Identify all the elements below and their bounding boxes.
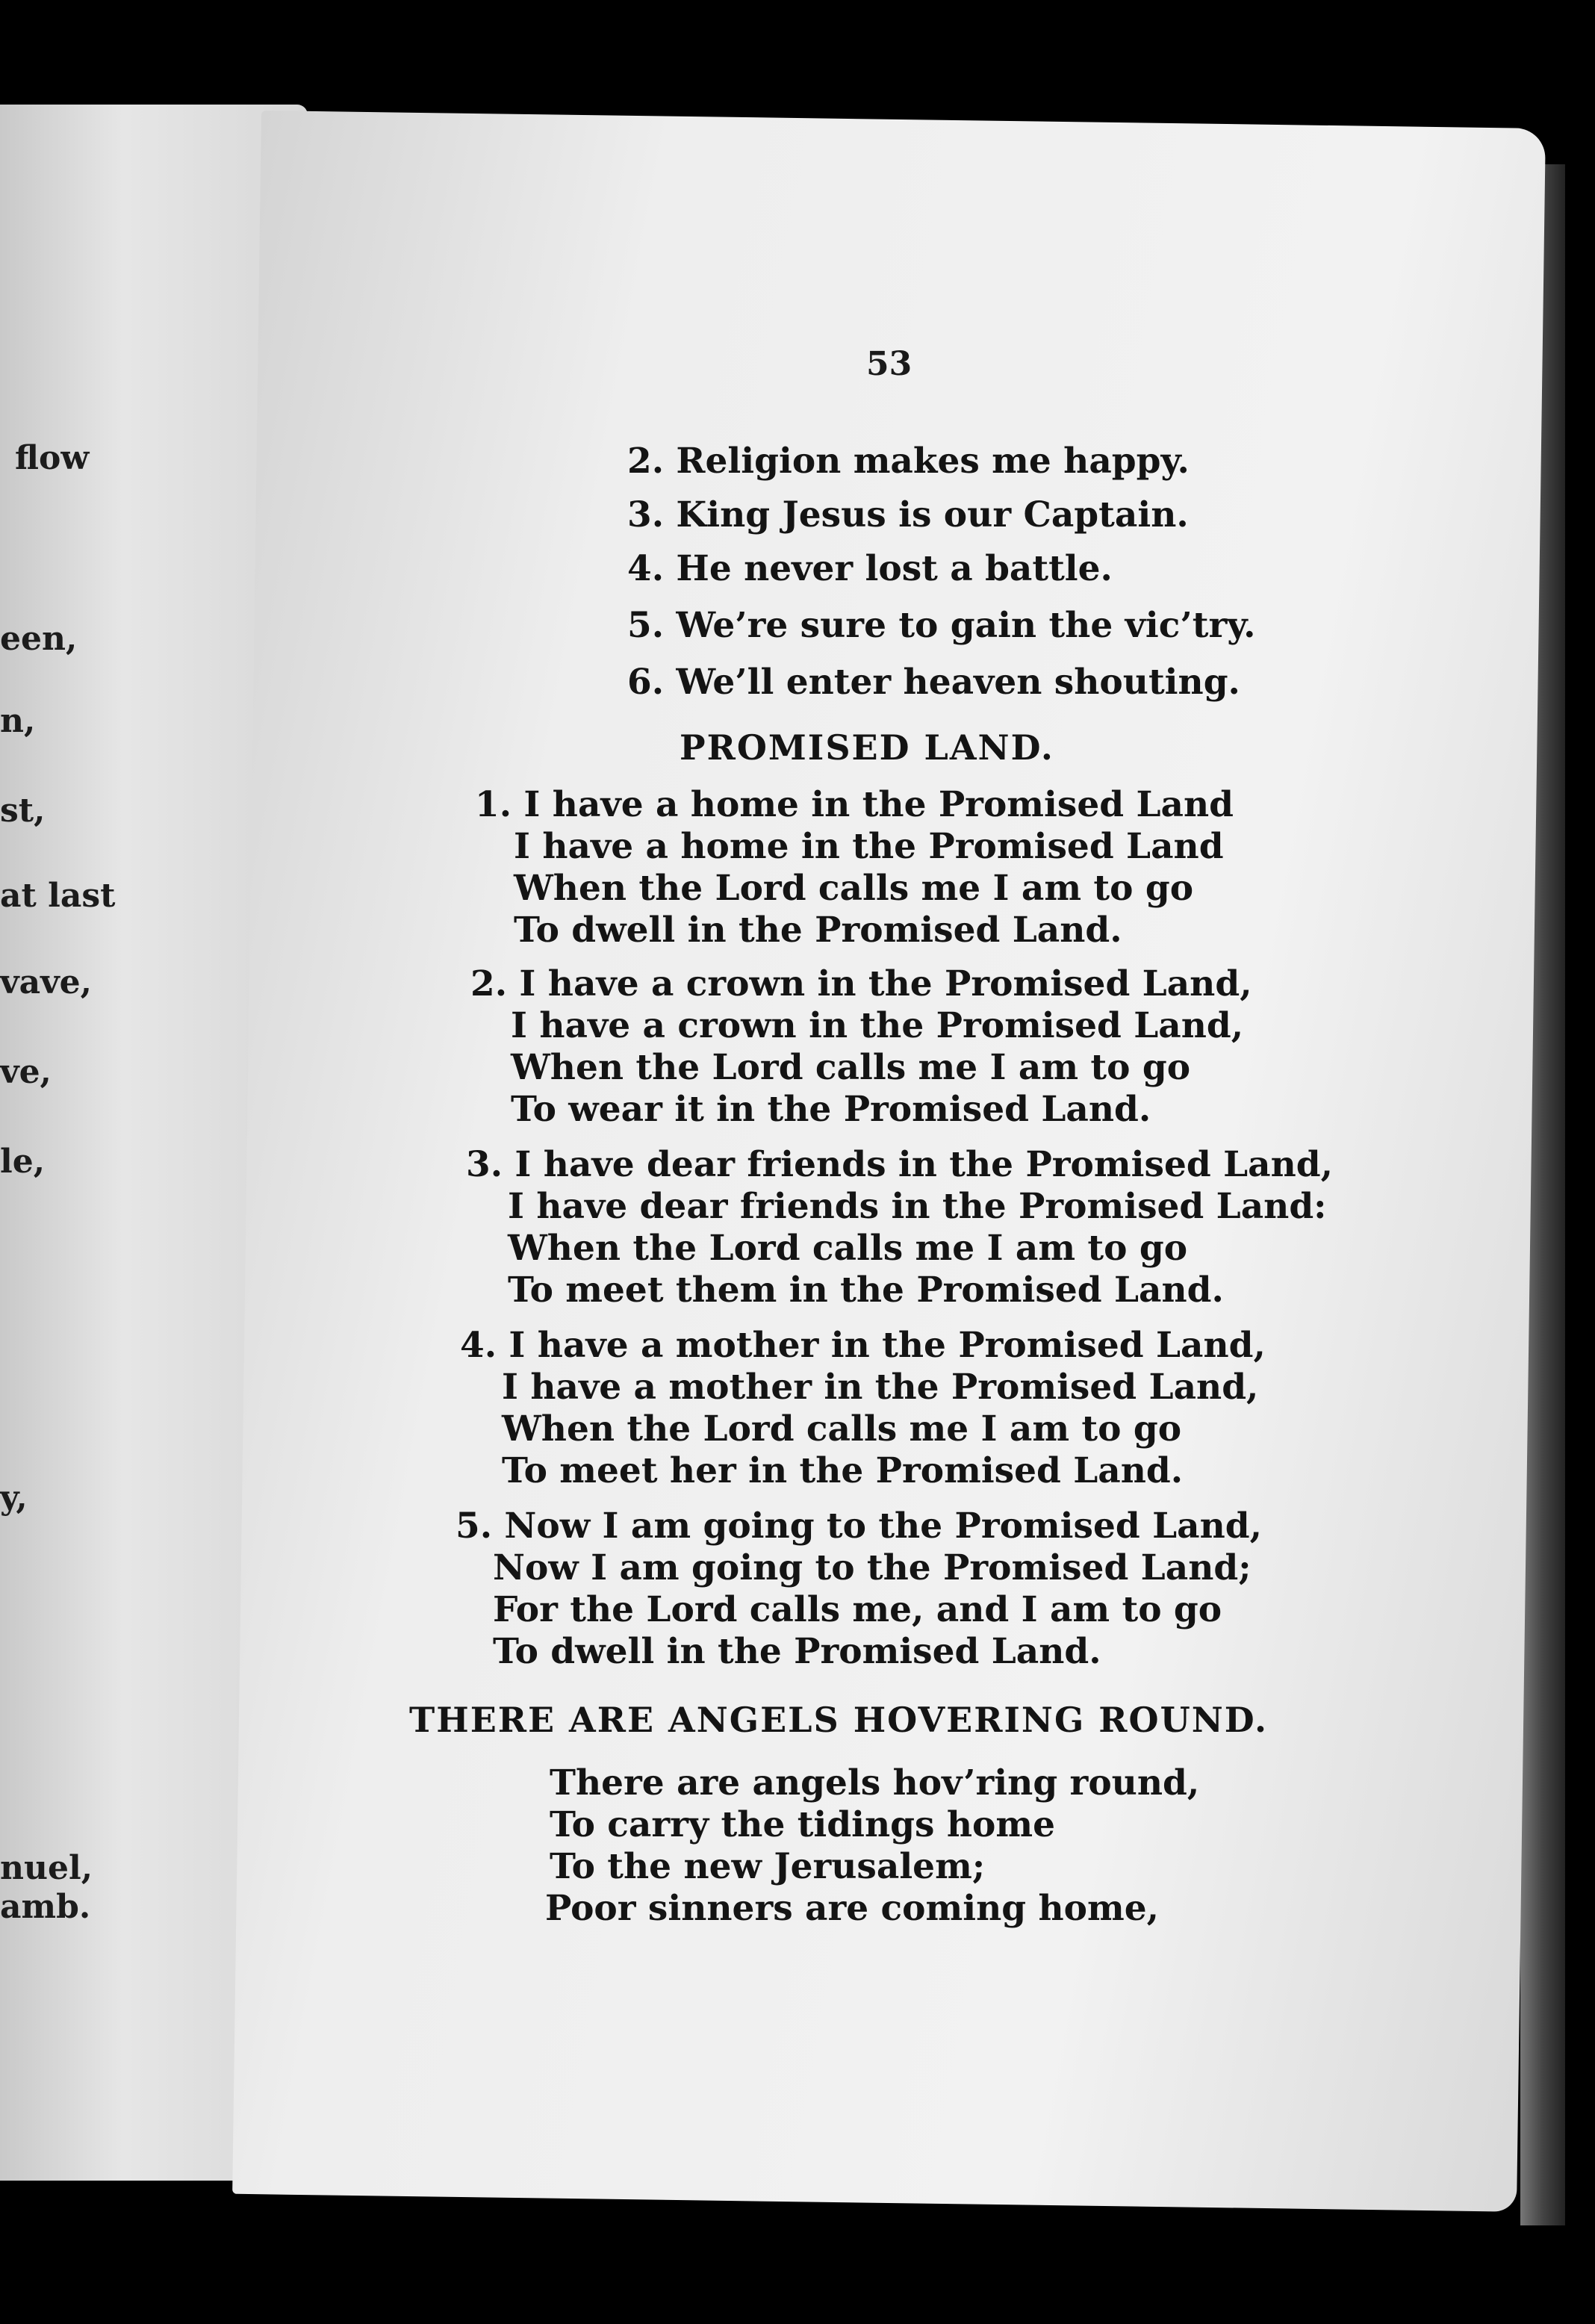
left-page-fragment: st, (0, 792, 46, 830)
verse-line: When the Lord calls me I am to go (511, 1047, 1191, 1088)
verse-line: I have dear friends in the Promised Land: (508, 1186, 1327, 1227)
verse-line: 4. I have a mother in the Promised Land, (460, 1325, 1266, 1366)
chorus-line: 2. Religion makes me happy. (627, 441, 1190, 482)
hymn-title: PROMISED LAND. (680, 727, 1054, 768)
left-page-fragment: flow (15, 439, 90, 477)
verse-line: To carry the tidings home (550, 1804, 1056, 1845)
left-page-fragment: een, (0, 620, 78, 658)
verse-line: 2. I have a crown in the Promised Land, (470, 963, 1252, 1004)
left-page-fragment: ve, (0, 1053, 52, 1091)
verse-line: 3. I have dear friends in the Promised Land, (466, 1144, 1333, 1185)
chorus-line: 5. We’re sure to gain the vic’try. (627, 605, 1256, 646)
verse-line: I have a crown in the Promised Land, (511, 1005, 1244, 1046)
verse-line: There are angels hov’ring round, (550, 1762, 1200, 1803)
verse-line: To dwell in the Promised Land. (493, 1631, 1101, 1672)
verse-line: 1. I have a home in the Promised Land (475, 784, 1234, 825)
verse-line: To dwell in the Promised Land. (514, 910, 1122, 951)
page-number: 53 (866, 345, 912, 383)
verse-line: When the Lord calls me I am to go (502, 1408, 1182, 1450)
chorus-line: 6. We’ll enter heaven shouting. (627, 662, 1240, 703)
left-page-fragment: vave, (0, 963, 92, 1001)
left-page-fragment: y, (0, 1479, 28, 1517)
left-page-fragment: at last (0, 877, 116, 915)
verse-line: When the Lord calls me I am to go (514, 868, 1194, 909)
verse-line: To meet them in the Promised Land. (508, 1270, 1224, 1311)
left-page-fragment: nuel, (0, 1849, 93, 1887)
verse-line: I have a mother in the Promised Land, (502, 1367, 1259, 1408)
verse-line: To wear it in the Promised Land. (511, 1089, 1151, 1130)
verse-line: 5. Now I am going to the Promised Land, (456, 1506, 1263, 1547)
left-page-fragment: amb. (0, 1888, 91, 1926)
verse-line: Poor sinners are coming home, (545, 1888, 1159, 1929)
verse-line: When the Lord calls me I am to go (508, 1228, 1188, 1269)
verse-line: To the new Jerusalem; (550, 1846, 986, 1887)
chorus-line: 3. King Jesus is our Captain. (627, 494, 1189, 535)
hymn-title: THERE ARE ANGELS HOVERING ROUND. (409, 1700, 1269, 1740)
verse-line: Now I am going to the Promised Land; (493, 1547, 1252, 1588)
verse-line: To meet her in the Promised Land. (502, 1450, 1184, 1491)
left-page-fragment: n, (0, 702, 36, 740)
verse-line: I have a home in the Promised Land (514, 826, 1224, 867)
verse-line: For the Lord calls me, and I am to go (493, 1589, 1222, 1630)
left-page-fragment: le, (0, 1143, 46, 1181)
chorus-line: 4. He never lost a battle. (627, 548, 1113, 589)
